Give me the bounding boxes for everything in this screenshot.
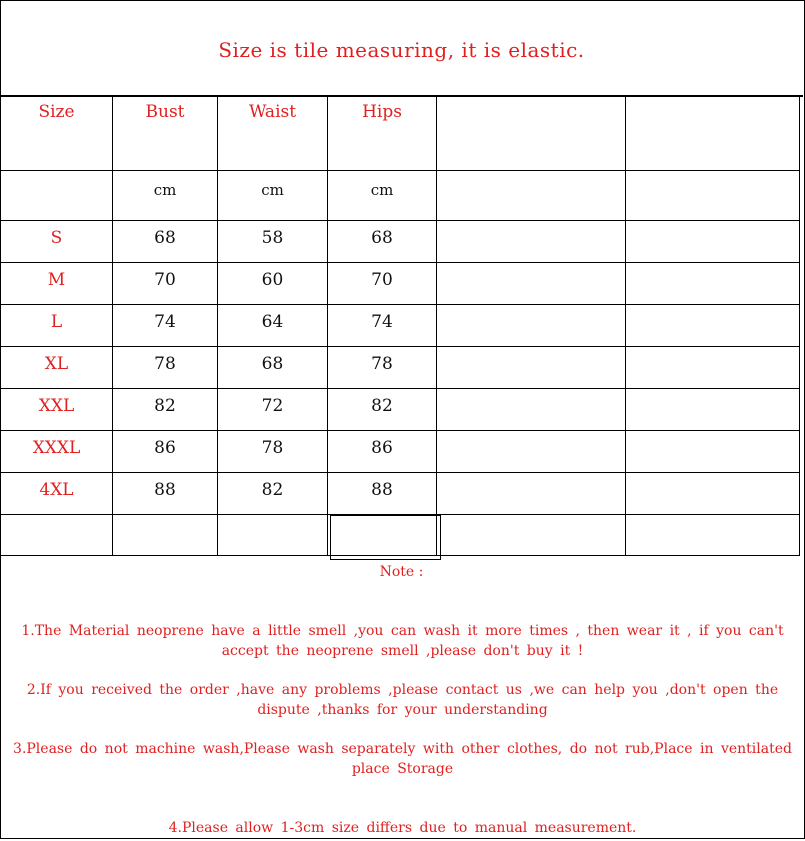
waist-value: 68 [261,354,284,374]
header-hips-label: Hips [362,102,402,122]
waist-cell [218,389,328,431]
table-row [1,305,800,347]
empty-cell [437,305,626,347]
hips-cell [328,305,437,347]
hips-value: 82 [371,396,393,416]
empty-cell [626,305,800,347]
waist-cell [218,347,328,389]
unit-cell-empty-1 [437,171,626,221]
empty-cell [1,515,113,556]
empty-cell [626,473,800,515]
header-waist-label: Waist [248,102,297,122]
bust-value: 68 [154,228,176,248]
empty-cell [626,389,800,431]
unit-bust: cm [153,181,177,199]
header-cell-empty-2 [626,97,800,171]
size-label: XXL [38,396,75,416]
unit-cell-bust [113,171,218,221]
hips-cell [328,347,437,389]
hips-cell [328,431,437,473]
selected-cell-outline [330,515,441,560]
header-cell-bust [113,97,218,171]
empty-cell [626,431,800,473]
hips-cell [328,473,437,515]
hips-cell [328,221,437,263]
unit-cell-size [1,171,113,221]
waist-value: 78 [261,438,284,458]
header-cell-waist [218,97,328,171]
empty-cell [437,473,626,515]
notes-title: Note : [379,564,424,580]
empty-cell [437,431,626,473]
note-item-4: 4.Please allow 1-3cm size differs due to manual measurement. [168,820,637,836]
hips-cell [328,389,437,431]
size-cell [1,263,113,305]
note-item-1: 1.The Material neoprene have a little smell ,you can wash it more times , then wear it , if you can't accept the neoprene smell ,please don't buy it ! [21,623,784,659]
size-label: XL [44,354,69,374]
size-table [0,96,800,556]
note-item-2: 2.If you received the order ,have any problems ,please contact us ,we can help you ,don't open the dispute ,thanks for your understanding [26,682,779,718]
unit-cell-empty-2 [626,171,800,221]
unit-cell-hips [328,171,437,221]
table-unit-row [1,171,800,221]
hips-cell [328,263,437,305]
empty-cell [626,515,800,556]
waist-cell [218,305,328,347]
header-cell-size [1,97,113,171]
empty-cell [437,347,626,389]
empty-cell [437,515,626,556]
bust-cell [113,263,218,305]
note-item-3: 3.Please do not machine wash,Please wash separately with other clothes, do not rub,Place in ventilated place Storage [13,741,792,777]
bust-cell [113,431,218,473]
bust-value: 82 [154,396,176,416]
bust-cell [113,221,218,263]
header-title: Size is tile measuring, it is elastic. [218,37,585,62]
size-cell [1,431,113,473]
hips-value: 86 [371,438,393,458]
header-cell-empty-1 [437,97,626,171]
empty-cell [437,263,626,305]
bust-cell [113,347,218,389]
empty-cell [113,515,218,556]
hips-value: 78 [371,354,393,374]
waist-value: 72 [261,396,284,416]
header-cell-hips [328,97,437,171]
waist-cell [218,473,328,515]
hips-value: 74 [371,312,393,332]
empty-cell [626,221,800,263]
empty-cell [437,389,626,431]
waist-cell [218,221,328,263]
unit-cell-waist [218,171,328,221]
size-label: S [50,228,63,248]
bust-value: 86 [154,438,176,458]
size-label: XXXL [32,438,81,458]
hips-value: 88 [371,480,393,500]
table-row [1,347,800,389]
waist-value: 58 [261,228,284,248]
waist-cell [218,431,328,473]
bust-value: 88 [154,480,176,500]
table-row [1,473,800,515]
table-header-row [1,97,800,171]
waist-value: 64 [261,312,284,332]
table-row [1,221,800,263]
size-cell [1,347,113,389]
size-label: M [47,270,66,290]
unit-waist: cm [261,181,284,199]
size-cell [1,305,113,347]
bust-cell [113,305,218,347]
bust-value: 70 [154,270,176,290]
empty-cell [218,515,328,556]
bust-cell [113,389,218,431]
empty-cell [626,347,800,389]
size-cell [1,389,113,431]
bust-cell [113,473,218,515]
size-chart-header [0,0,803,97]
header-bust-label: Bust [145,102,185,122]
table-row [1,431,800,473]
waist-value: 82 [261,480,284,500]
bust-value: 74 [154,312,176,332]
hips-value: 70 [371,270,393,290]
bust-value: 78 [154,354,176,374]
hips-value: 68 [371,228,393,248]
empty-cell [437,221,626,263]
header-size-label: Size [38,102,75,122]
table-row [1,263,800,305]
size-label: L [50,312,63,332]
waist-cell [218,263,328,305]
size-label: 4XL [39,480,74,500]
empty-cell [626,263,800,305]
size-cell [1,221,113,263]
unit-hips: cm [370,181,394,199]
waist-value: 60 [261,270,284,290]
size-cell [1,473,113,515]
table-row [1,389,800,431]
